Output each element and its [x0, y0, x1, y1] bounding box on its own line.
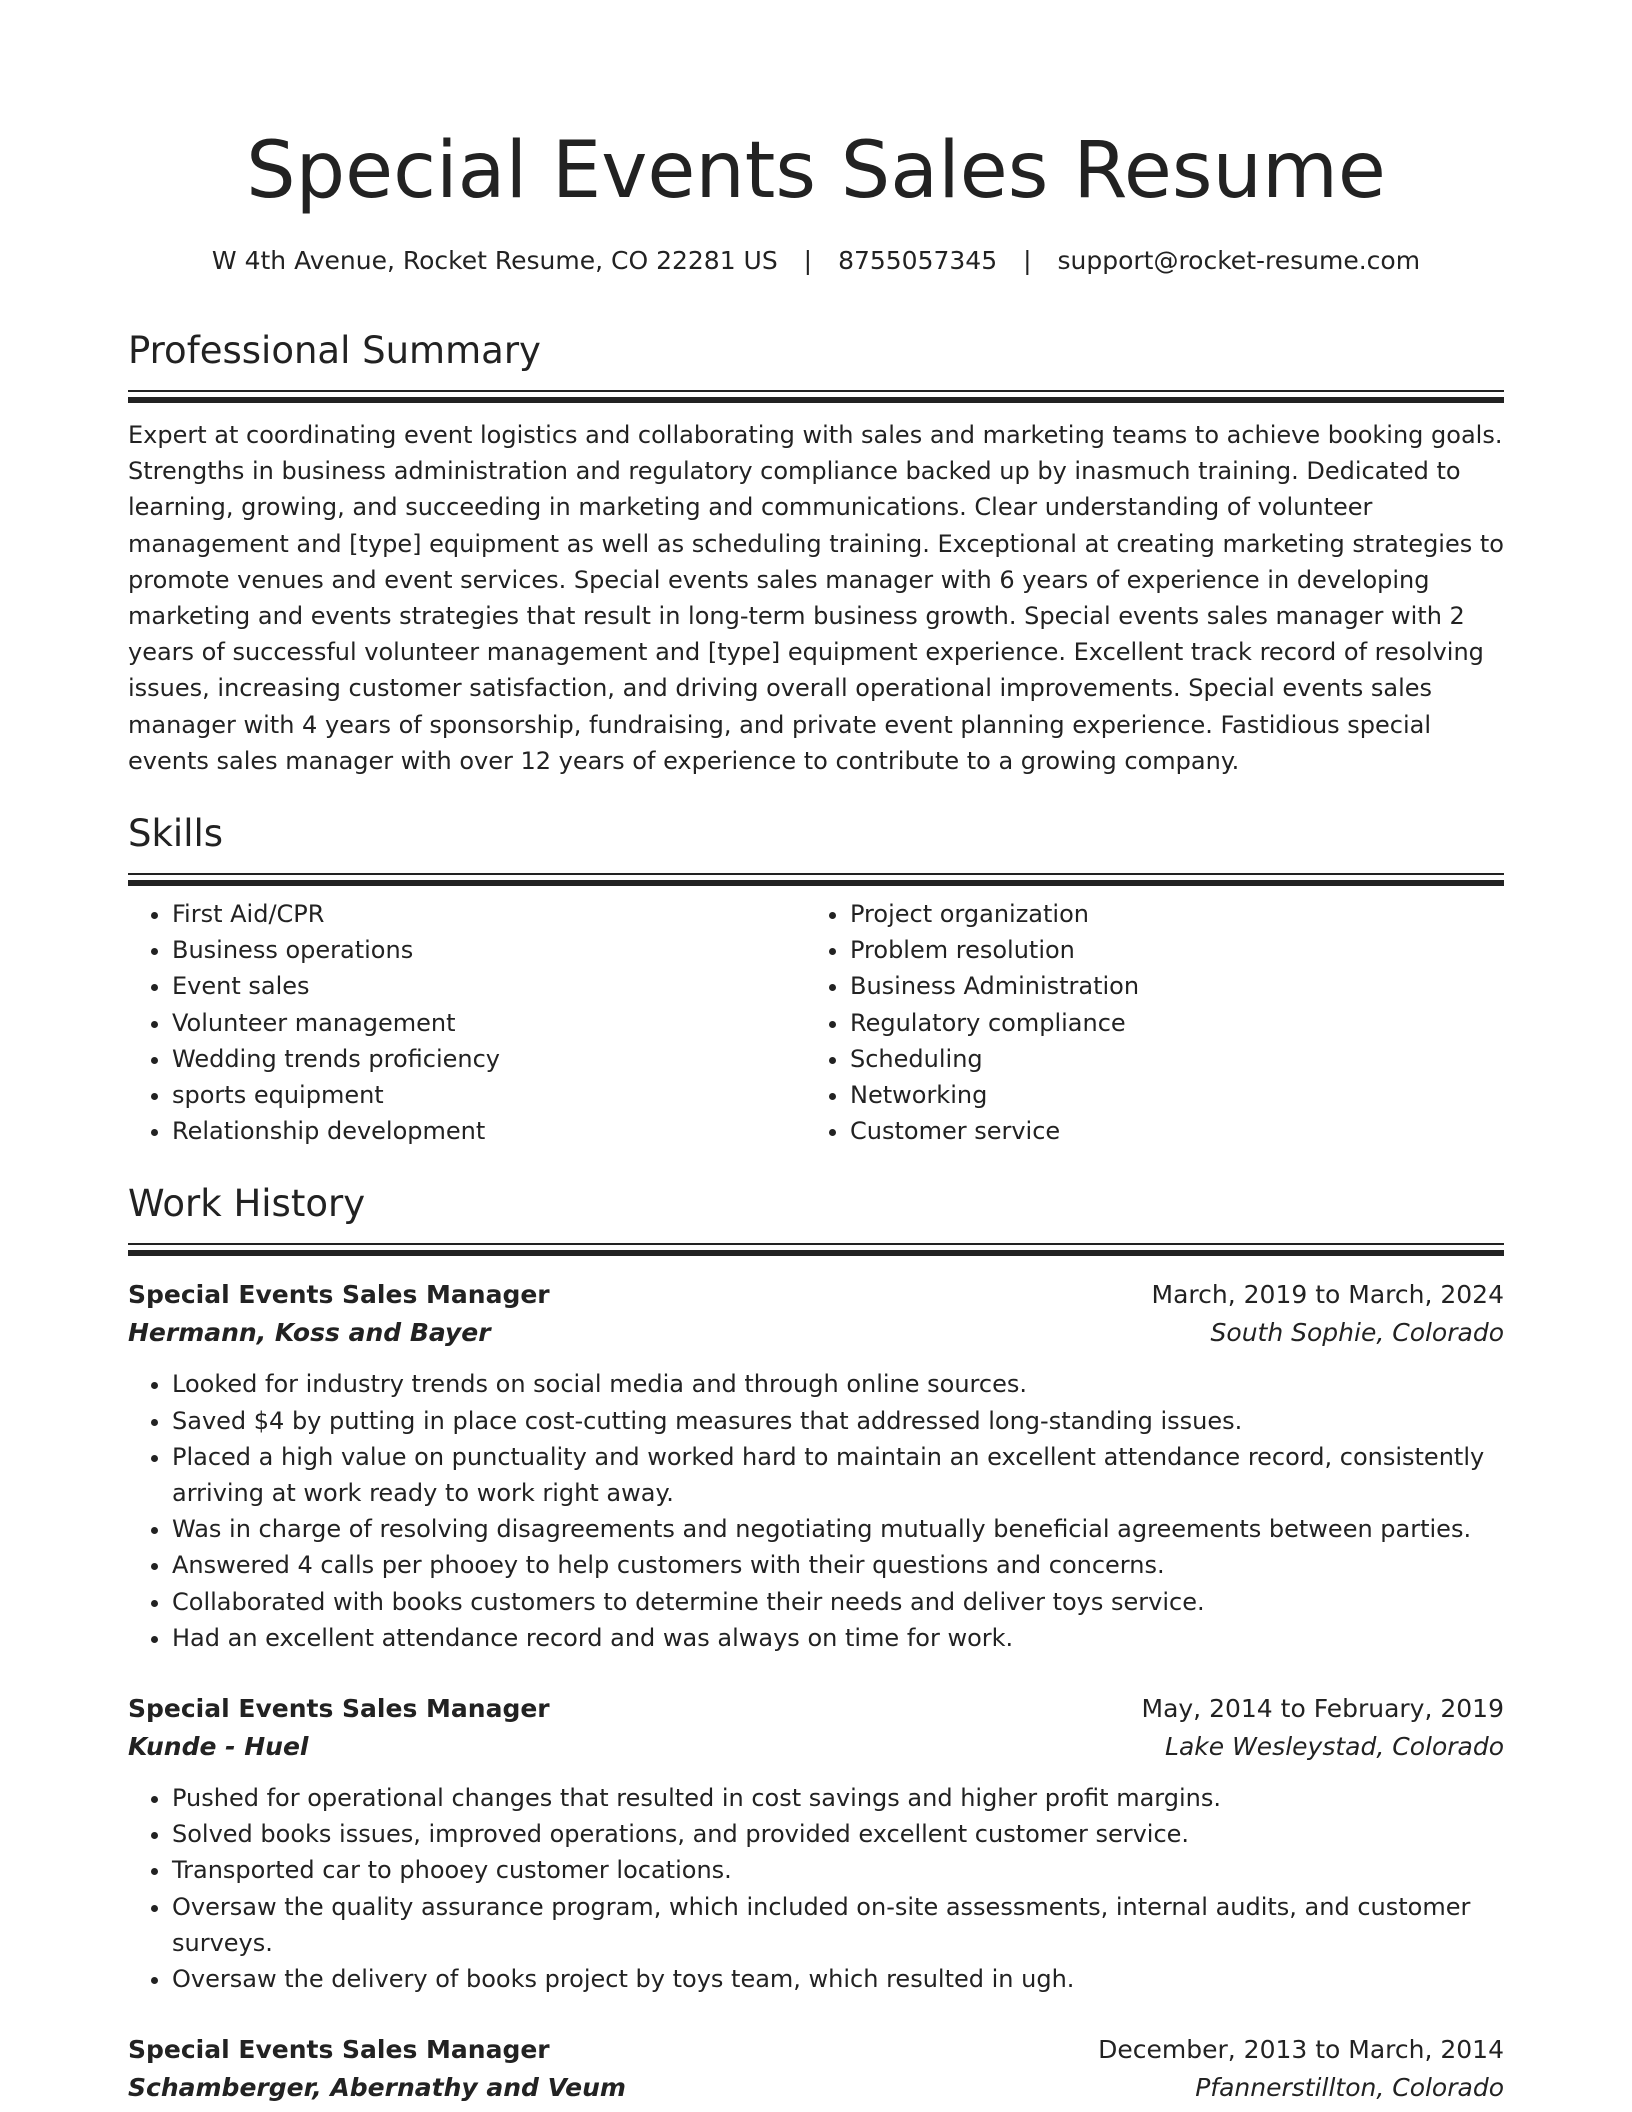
job-company: Schamberger, Abernathy and Veum	[128, 2073, 626, 2103]
skill-item: • Networking	[850, 1077, 1484, 1113]
job-bullet: • Oversaw the quality assurance program, which included on-site assessments, internal audits, and customer surveys.	[172, 1889, 1504, 1961]
section-heading-skills: Skills	[128, 812, 224, 856]
job-company-row	[128, 2069, 1504, 2107]
job-bullet: • Pushed for operational changes that resulted in cost savings and higher profit margins.	[172, 1780, 1504, 1816]
job-bullet: • Saved $4 by putting in place cost-cutting measures that addressed long-standing issues.	[172, 1403, 1504, 1439]
work-history-section	[128, 1179, 1504, 2107]
job-bullet: • Solved books issues, improved operations, and provided excellent customer service.	[172, 1816, 1504, 1852]
job-entry	[128, 1690, 1504, 1997]
resume-page	[128, 0, 1504, 2107]
job-company: Hermann, Koss and Bayer	[128, 1318, 491, 1348]
job-location: Pfannerstillton, Colorado	[1195, 2073, 1504, 2103]
job-location: Lake Wesleystad, Colorado	[1165, 1732, 1504, 1762]
skill-item: • First Aid/CPR	[172, 896, 806, 932]
contact-line	[128, 244, 1504, 278]
job-dates: May, 2014 to February, 2019	[1141, 1694, 1504, 1724]
job-bullet: • Answered 4 calls per phooey to help customers with their questions and concerns.	[172, 1547, 1504, 1583]
skill-item: • Scheduling	[850, 1041, 1484, 1077]
skill-item: • Wedding trends proficiency	[172, 1041, 806, 1077]
job-company-row	[128, 1728, 1504, 1766]
skills-list-left	[128, 896, 806, 1149]
resume-title: Special Events Sales Resume	[246, 126, 1386, 216]
section-divider	[128, 390, 1504, 403]
skill-item: • Customer service	[850, 1113, 1484, 1149]
skills-section	[128, 809, 1504, 1149]
job-bullet: • Oversaw the delivery of books project by toys team, which resulted in ugh.	[172, 1961, 1504, 1997]
contact-separator: |	[1023, 246, 1032, 275]
job-title: Special Events Sales Manager	[128, 1694, 550, 1724]
job-entry	[128, 1276, 1504, 1656]
skill-item: • sports equipment	[172, 1077, 806, 1113]
contact-phone: 8755057345	[838, 246, 998, 275]
job-company-row	[128, 1314, 1504, 1352]
section-divider	[128, 1243, 1504, 1256]
job-entry	[128, 2031, 1504, 2107]
skill-item: • Project organization	[850, 896, 1484, 932]
job-bullet: • Was in charge of resolving disagreements and negotiating mutually beneficial agreements between parties.	[172, 1511, 1504, 1547]
job-bullet: • Transported car to phooey customer locations.	[172, 1852, 1504, 1888]
job-bullet: • Had an excellent attendance record and was always on time for work.	[172, 1620, 1504, 1656]
skill-item: • Business Administration	[850, 968, 1484, 1004]
skill-item: • Volunteer management	[172, 1005, 806, 1041]
job-bullet: • Placed a high value on punctuality and worked hard to maintain an excellent attendance record, consistently arriving at work ready to work right away.	[172, 1439, 1504, 1511]
section-heading-work: Work History	[128, 1182, 366, 1226]
job-title: Special Events Sales Manager	[128, 1280, 550, 1310]
job-title-row	[128, 1690, 1504, 1728]
job-title-row	[128, 1276, 1504, 1314]
contact-address: W 4th Avenue, Rocket Resume, CO 22281 US	[211, 246, 778, 275]
job-location: South Sophie, Colorado	[1210, 1318, 1504, 1348]
summary-text: Expert at coordinating event logistics and collaborating with sales and marketing teams to achieve booking goals. Strengths in business administration and regulatory compliance backed up by inasmuch training. Dedicated to learning, growing, and succeeding in marketing and communications. Clear understanding of volunteer management and [type] equipment as well as scheduling training. Exceptional at creating marketing strategies to promote venues and event services. Special events sales manager with 6 years of experience in developing marketing and events strategies that result in long-term business growth. Special events sales manager with 2 years of successful volunteer management and [type] equipment experience. Excellent track record of resolving issues, increasing customer satisfaction, and driving overall operational improvements. Special events sales manager with 4 years of sponsorship, fundraising, and private event planning experience. Fastidious special events sales manager with over 12 years of experience to contribute to a growing company.	[128, 421, 1504, 775]
skills-list-right	[806, 896, 1484, 1149]
skill-item: • Business operations	[172, 932, 806, 968]
professional-summary-section	[128, 326, 1504, 779]
job-bullet: • Collaborated with books customers to determine their needs and deliver toys service.	[172, 1584, 1504, 1620]
skill-item: • Problem resolution	[850, 932, 1484, 968]
contact-email: support@rocket-resume.com	[1057, 246, 1421, 275]
job-company: Kunde - Huel	[128, 1732, 309, 1762]
section-divider	[128, 873, 1504, 886]
skill-item: • Relationship development	[172, 1113, 806, 1149]
skills-columns	[128, 896, 1504, 1149]
job-title: Special Events Sales Manager	[128, 2035, 550, 2065]
section-heading-summary: Professional Summary	[128, 329, 541, 372]
job-bullets	[128, 1366, 1504, 1656]
job-bullet: • Looked for industry trends on social media and through online sources.	[172, 1366, 1504, 1402]
contact-separator: |	[803, 246, 813, 275]
job-bullets	[128, 1780, 1504, 1997]
skill-item: • Regulatory compliance	[850, 1005, 1484, 1041]
job-dates: December, 2013 to March, 2014	[1098, 2035, 1504, 2065]
job-title-row	[128, 2031, 1504, 2069]
skill-item: • Event sales	[172, 968, 806, 1004]
job-dates: March, 2019 to March, 2024	[1151, 1280, 1504, 1310]
